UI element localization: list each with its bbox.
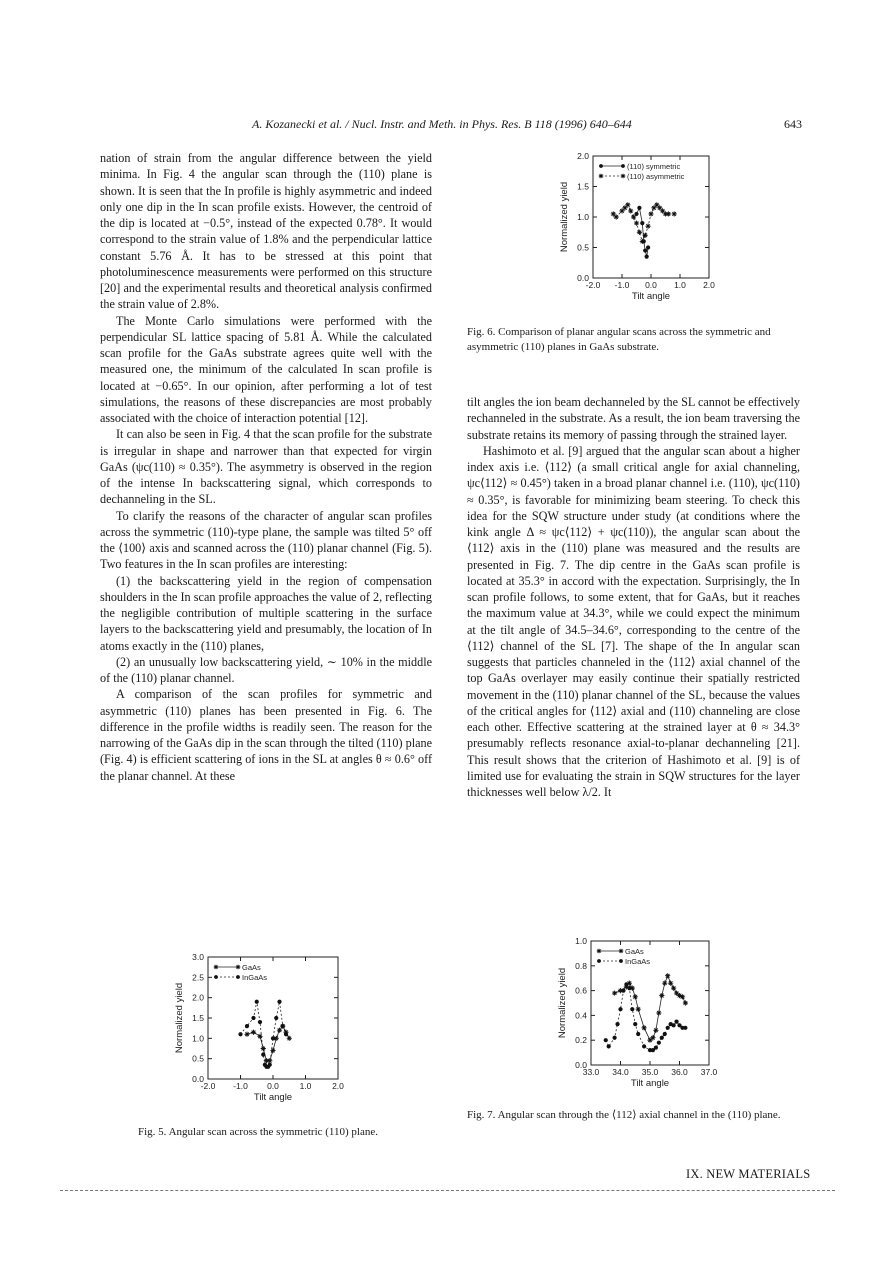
legend-label: GaAs [242,963,261,972]
data-point [672,1023,676,1027]
y-tick-label: 2.0 [577,151,589,161]
y-axis-label: Normalized yield [559,181,570,253]
data-point [268,1063,272,1067]
y-tick-label: 0.5 [192,1053,204,1064]
figure-7-chart [555,935,725,1110]
data-point [646,224,651,229]
data-point [666,1026,670,1030]
data-point [650,1035,655,1040]
data-point [654,1046,658,1050]
data-point [643,248,647,252]
data-point [665,973,670,978]
figure-6-chart [555,148,725,318]
figure-5 [170,945,350,1120]
data-point [274,1016,278,1020]
legend-marker [236,965,241,970]
data-point [251,1016,255,1020]
figure-5-chart [170,945,350,1120]
paragraph: Hashimoto et al. [9] argued that the angular scan about a higher index axis i.e. ⟨112⟩ (a small critical angle for axial channeling, ψc⟨112⟩ ≈ 0.45°) taken in a broad planar channel i.e. (110), ψc(110) ≈ 0.35°, is favorable for minimizing beam steering. To check this idea for the SQW structure under study (at conditions where the kink angle Δ ≈ ψc⟨112⟩ + ψc(110)), the angular scan about the ⟨112⟩ axis in the (110) plane was measured and the results are presented in Fig. 7. The dip centre in the GaAs scan profile is located at 35.3° in accord with the expectation. Surprisingly, the In scan profile follows, to some extent, that for GaAs, but it reaches the maximum value at 34.3°, while we could expect the minimum at the tilt angle of 34.5–34.6°, corresponding to the centre of the ⟨112⟩ channel of the SL [7]. The shape of the In angular scan suggests that particles channeled in the ⟨112⟩ axial channel of the top GaAs overlayer may easily continue their spatially restricted movement in the (110) planar channel of the SL, because the values of the critical angles for ⟨112⟩ axial and (110) channeling are close each other. Effective scattering at the strained layer at θ ≈ 34.3° presumably reflects resonance axial-to-planar dechanneling [21]. This result shows that the criterion of Hashimoto et al. [9] is of limited use for evaluating the strain in SQW structures for the layer thicknesses well below λ/2. It [467,443,800,799]
y-tick-label: 1.0 [575,936,587,946]
page-number: 643 [784,117,802,131]
section-footer: IX. NEW MATERIALS [686,1167,811,1181]
y-tick-label: 0.2 [575,1035,587,1046]
y-tick-label: 0.6 [575,985,587,996]
data-point [258,1020,262,1024]
data-point [244,1032,249,1037]
y-tick-label: 2.0 [192,992,204,1003]
legend-marker [619,949,624,954]
data-point [674,1020,678,1024]
y-axis-label: Normalized yield [557,967,568,1039]
data-point [636,1032,640,1036]
x-axis-label: Tilt angle [630,1078,670,1089]
right-column [467,394,800,800]
data-point [630,1007,634,1011]
data-point [245,1024,249,1028]
y-tick-label: 1.0 [192,1033,204,1044]
data-point [624,982,628,986]
data-point [621,989,625,993]
data-point [646,245,650,249]
paragraph: It can also be seen in Fig. 4 that the scan profile for the substrate is irregular in shape and narrower than that expected for virgin GaAs (ψc(110) ≈ 0.35°). The asymmetry is observed in the region of the intense In backscattering signal, which corresponds to dechanneling in the SL. [100,427,432,507]
data-point [255,1000,259,1004]
x-tick-label: 0.0 [645,280,657,290]
x-tick-label: 33.0 [582,1067,600,1077]
paragraph: tilt angles the ion beam dechanneled by the SL cannot be effectively rechanneled in the substrate. As a result, the ion beam traversing the substrate retains its memory of passing through the strained layer. [467,395,800,442]
running-head: A. Kozanecki et al. / Nucl. Instr. and Meth. in Phys. Res. B 118 (1996) 640–644 [252,117,632,131]
data-point [671,986,676,991]
y-tick-label: 1.5 [192,1013,204,1023]
figure-7-caption: Fig. 7. Angular scan through the ⟨112⟩ axial channel in the (110) plane. [467,1109,781,1121]
data-point [634,221,639,226]
data-point [642,1025,647,1030]
data-point [627,986,631,990]
x-axis-label: Tilt angle [631,291,671,302]
data-point [653,1028,658,1033]
data-point [680,994,685,999]
plot-frame [208,957,338,1079]
data-point [666,211,671,216]
data-point [683,1000,688,1005]
x-tick-label: 37.0 [700,1067,718,1077]
legend-label: InGaAs [242,973,268,982]
data-point [662,981,667,986]
data-point [238,1032,242,1036]
legend-marker [214,965,219,970]
data-point [615,1022,619,1026]
x-tick-label: 2.0 [703,280,715,290]
data-point [637,230,642,235]
data-point [277,1000,281,1004]
data-point [618,1007,622,1011]
data-point [642,1044,646,1048]
legend-marker [599,164,603,168]
data-point [287,1036,292,1041]
x-tick-label: 35.0 [641,1067,659,1077]
y-tick-label: 0.5 [577,242,589,253]
data-point [277,1028,282,1033]
data-point [604,1038,608,1042]
data-point [271,1036,275,1040]
x-tick-label: 1.0 [299,1081,312,1091]
paragraph: The Monte Carlo simulations were performed with the perpendicular SL lattice spacing of 5.81 Å. While the calculated scan profile for the GaAs substrate agrees quite well with the measured one, the minimum of the calculated In scan profile is located at −0.65°. In our opinion, after performing a lot of test simulations, the reasons of these discrepancies are most probably associated with the choice of interaction potential [12]. [100,313,432,425]
x-axis-label: Tilt angle [253,1092,293,1103]
paragraph: (2) an unusually low backscattering yield, ∼ 10% in the middle of the (110) planar channel. [100,654,432,685]
legend-marker [597,959,601,963]
data-point [613,1036,617,1040]
y-tick-label: 1.5 [577,181,589,192]
data-point [656,1010,661,1015]
data-point [637,206,641,210]
paragraph: nation of strain from the angular difference between the yield minima. In Fig. 4 the angular scan through the (110) plane is shown. It is seen that the In profile is highly asymmetric and indeed only one dip in the In scan profile exists. However, the centroid of the dip is located at −0.5°, instead of the expected 0.78°. It would correspond to the strain value of 1.8% and the perpendicular lattice constant 5.76 Å. It has to be stressed at this point that photoluminescence measurements were performed on this structure [20] and the experimental results and theoretical analysis confirmed the strain value of 2.8%. [100,151,432,312]
figure-6-caption: Fig. 6. Comparison of planar angular scans across the symmetric and asymmetric (110) planes in GaAs substrate. [467,326,771,353]
x-tick-label: -2.0 [200,1081,216,1091]
legend-marker [621,164,625,168]
data-point [628,208,633,213]
x-tick-label: 34.0 [612,1067,629,1077]
data-point [668,981,673,986]
legend-label: (110) asymmetric [627,172,685,181]
data-point [648,211,653,216]
x-tick-label: -1.0 [233,1081,248,1091]
data-point [281,1024,285,1028]
data-point [660,1036,664,1040]
page-header [0,117,893,137]
legend-marker [236,975,240,979]
data-point [645,255,649,259]
y-tick-label: 1.0 [577,212,589,222]
data-point [636,1007,641,1012]
paragraph: (1) the backscattering yield in the region of compensation shoulders in the In scan profile approaches the value of 2, reflecting the negligible contribution of multiple scattering in the surface layers to the backscattering yield and presumably, the location of In atoms exactly in the (110) planes, [100,573,432,653]
left-column [100,150,432,784]
data-point [607,1044,611,1048]
legend-label: InGaAs [625,957,651,966]
legend-marker [597,949,602,954]
paragraph: To clarify the reasons of the character of angular scan profiles across the symmetric (110)-type plane, the sample was tilted 5° off the ⟨100⟩ axis and scanned across the (110) planar channel (Fig. 5). Two features in the In scan profiles are interesting: [100,508,432,572]
y-tick-label: 0.0 [577,273,589,283]
legend-label: GaAs [625,947,644,956]
data-point [663,1032,667,1036]
x-tick-label: -1.0 [614,280,630,290]
data-point [659,993,664,998]
y-axis-label: Normalized yield [174,982,185,1054]
legend-marker [619,959,623,963]
paragraph: A comparison of the scan profiles for symmetric and asymmetric (110) planes has been presented in Fig. 6. The difference in the profile widths is readily seen. The reason for the narrowing of the GaAs dip in the scan through the tilted (110) plane (Fig. 4) is efficient scattering of ions in the SL at angles θ ≈ 0.6° off the planar channel. At these [100,687,432,783]
data-point [612,990,617,995]
y-tick-label: 0.8 [575,960,587,971]
data-point [657,1041,661,1045]
data-point [633,994,638,999]
legend-marker [214,975,218,979]
figure-5-caption: Fig. 5. Angular scan across the symmetric (110) plane. [138,1126,379,1138]
data-point [284,1032,288,1036]
series-line [606,984,686,1050]
figure-6 [555,148,725,318]
data-point [261,1053,265,1057]
y-tick-label: 2.5 [192,972,204,983]
data-point [643,233,648,238]
data-point [633,1022,637,1026]
data-point [631,214,636,219]
data-point [672,211,677,216]
data-point [251,1030,256,1035]
y-tick-label: 0.0 [575,1060,587,1070]
data-point [640,221,644,225]
x-tick-label: 36.0 [671,1067,688,1077]
data-point [625,202,630,207]
data-point [261,1046,266,1051]
x-tick-label: -2.0 [585,280,601,290]
y-tick-label: 3.0 [192,952,204,962]
x-tick-label: 0.0 [267,1081,279,1091]
legend-marker [621,174,626,179]
y-tick-label: 0.4 [575,1010,587,1021]
x-tick-label: 2.0 [332,1081,344,1091]
x-tick-label: 1.0 [674,280,686,290]
figure-7 [555,935,725,1110]
y-tick-label: 0.0 [192,1074,204,1084]
legend-marker [599,174,604,179]
data-point [683,1026,687,1030]
footer-divider [60,1190,835,1191]
legend-label: (110) symmetric [627,162,681,171]
data-point [640,239,645,244]
